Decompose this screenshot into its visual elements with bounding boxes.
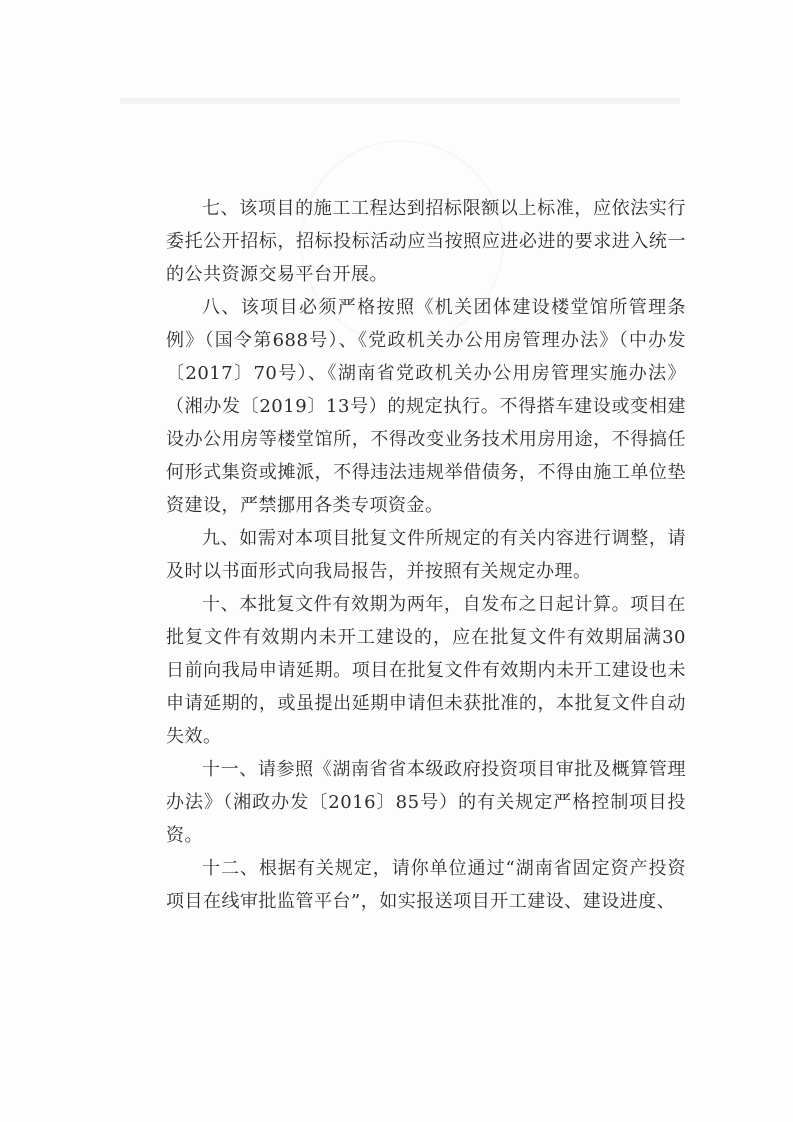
paragraph-12: 十二、根据有关规定，请你单位通过“湖南省固定资产投资项目在线审批监管平台”，如实报送项目开工建设、建设进度、 [166,858,686,912]
paragraph-10: 十、本批复文件有效期为两年，自发布之日起计算。项目在批复文件有效期内未开工建设的，应在批复文件有效期届满30日前向我局申请延期。项目在批复文件有效期内未开工建设也未申请延期的，或虽提出延期申请但未获批准的，本批复文件自动失效。 [166,594,686,747]
scan-artifact [120,98,680,104]
paragraph-9: 九、如需对本项目批复文件所规定的有关内容进行调整，请及时以书面形式向我局报告，并按照有关规定办理。 [166,528,686,582]
paragraph-8: 八、该项目必须严格按照《机关团体建设楼堂馆所管理条例》（国令第688号）、《党政机关办公用房管理办法》（中办发〔2017〕70号）、《湖南省党政机关办公用房管理实施办法》（湘办发〔2019〕13号）的规定执行。不得搭车建设或变相建设办公用房等楼堂馆所，不得改变业务技术用房用途，不得搞任何形式集资或摊派，不得违法违规举借债务，不得由施工单位垫资建设，严禁挪用各类专项资金。 [166,297,686,516]
paragraph-11: 十一、请参照《湖南省省本级政府投资项目审批及概算管理办法》（湘政办发〔2016〕85号）的有关规定严格控制项目投资。 [166,759,686,846]
paragraph-7: 七、该项目的施工工程达到招标限额以上标准，应依法实行委托公开招标，招标投标活动应当按照应进必进的要求进入统一的公共资源交易平台开展。 [166,198,686,285]
document-body [166,192,686,918]
